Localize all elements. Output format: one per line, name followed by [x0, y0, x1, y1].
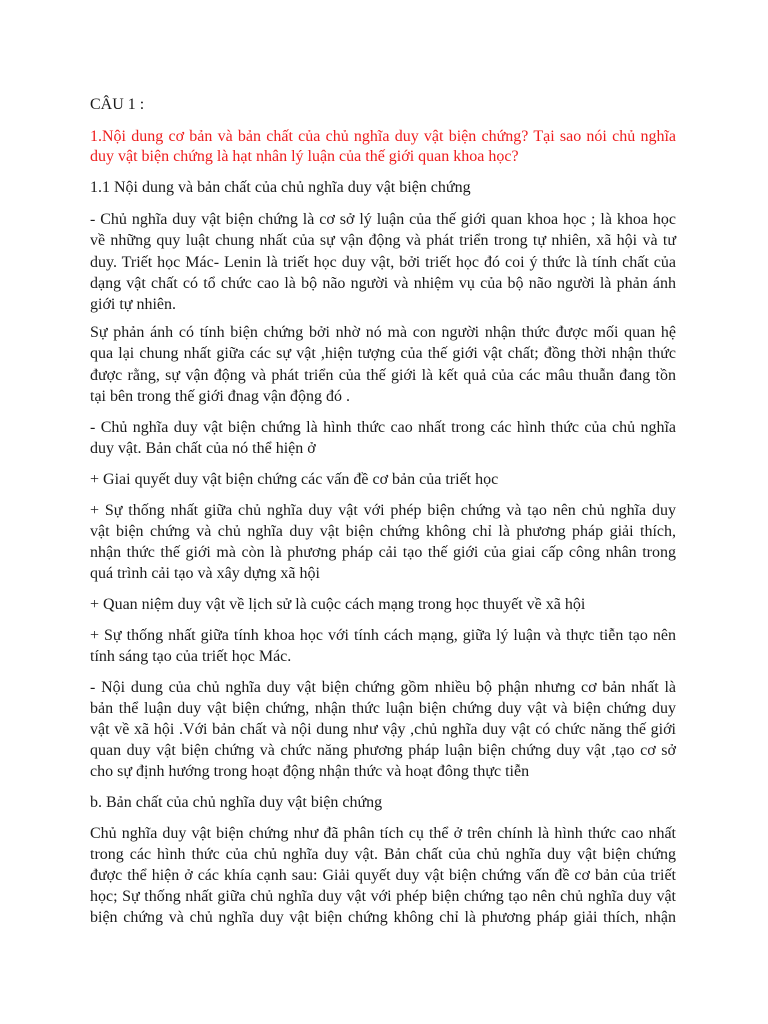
bullet-item-line: + Sự thống nhất giữa chủ nghĩa duy vật với phép biện chứng và tạo nên chủ nghĩa duy: [90, 502, 676, 519]
paragraph-line: về những quy luật chung nhất của sự vận động và phát triển trong tự nhiên, xã hội và tư: [90, 232, 676, 249]
paragraph-line: vật về xã hội .Với bản chất và nội dung như vậy ,chủ nghĩa duy vật có chức năng thế giới: [90, 721, 676, 738]
paragraph-line: trong các hình thức của chủ nghĩa duy vật. Bản chất của chủ nghĩa duy vật biện chứng: [90, 846, 676, 863]
bullet-item: + Quan niệm duy vật về lịch sử là cuộc cách mạng trong học thuyết về xã hội: [90, 596, 586, 613]
paragraph-line: được thể hiện ở các khía cạnh sau: Giải quyết duy vật biện chứng vấn đề cơ bản của triết: [90, 867, 676, 884]
bullet-item-line: tính sáng tạo của triết học Mác.: [90, 648, 292, 665]
paragraph-line: Sự phản ánh có tính biện chứng bởi nhờ nó mà con người nhận thức được mối quan hệ: [90, 324, 676, 341]
bullet-item-line: quá trình cải tạo và xây dựng xã hội: [90, 565, 320, 582]
section-heading: b. Bản chất của chủ nghĩa duy vật biện chứng: [90, 794, 383, 811]
question-line: duy vật biện chứng là hạt nhân lý luận của thế giới quan khoa học?: [90, 148, 519, 165]
paragraph-line: giới tự nhiên.: [90, 296, 177, 313]
paragraph-line: duy. Triết học Mác- Lenin là triết học duy vật, bởi triết học đó coi ý thức là tính chất của: [90, 254, 676, 271]
paragraph-line: học; Sự thống nhất giữa chủ nghĩa duy vật với phép biện chứng tạo nên chủ nghĩa duy vật: [90, 888, 676, 905]
paragraph-line: bản thể luận duy vật biện chứng, nhận thức luận biện chứng duy vật và biện chứng duy: [90, 700, 676, 717]
paragraph-line: - Chủ nghĩa duy vật biện chứng là hình thức cao nhất trong các hình thức của chủ nghĩa: [90, 419, 676, 436]
paragraph-line: quan duy vật biện chứng và chức năng phương pháp luận biện chứng duy vật ,tạo cơ sở: [90, 742, 676, 759]
paragraph-line: tại bên trong thế giới đnag vận động đó .: [90, 388, 350, 405]
paragraph-line: - Chủ nghĩa duy vật biện chứng là cơ sở lý luận của thế giới quan khoa học ; là khoa học: [90, 211, 676, 228]
bullet-item: + Giai quyết duy vật biện chứng các vấn đề cơ bản của triết học: [90, 471, 499, 488]
section-heading: 1.1 Nội dung và bản chất của chủ nghĩa duy vật biện chứng: [90, 179, 471, 196]
paragraph-line: biện chứng và chủ nghĩa duy vật biện chứng không chỉ là phương pháp giải thích, nhận: [90, 909, 676, 926]
paragraph-line: Chủ nghĩa duy vật biện chứng như đã phân tích cụ thể ở trên chính là hình thức cao nhất: [90, 825, 676, 842]
paragraph-line: - Nội dung của chủ nghĩa duy vật biện chứng gồm nhiều bộ phận nhưng cơ bản nhất là: [90, 679, 676, 696]
paragraph-line: được rằng, sự vận động và phát triển của thế giới là kết quả của các mâu thuẫn đang tồn: [90, 367, 676, 384]
bullet-item-line: + Sự thống nhất giữa tính khoa học với tính cách mạng, giữa lý luận và thực tiễn tạo nên: [90, 627, 676, 644]
heading: CÂU 1 :: [90, 96, 145, 113]
paragraph-line: duy vật. Bản chất của nó thể hiện ở: [90, 440, 316, 457]
bullet-item-line: nhận thức thế giới mà còn là phương pháp cải tạo thế giới của giai cấp công nhân trong: [90, 544, 676, 561]
paragraph-line: cho sự định hướng trong hoạt động nhận thức và hoạt đông thực tiễn: [90, 763, 530, 780]
question-line: 1.Nội dung cơ bản và bản chất của chủ nghĩa duy vật biện chứng? Tại sao nói chủ nghĩa: [90, 128, 676, 145]
paragraph-line: dạng vật chất có tổ chức cao là bộ não người và nhiệm vụ của bộ não người là phản ánh: [90, 275, 676, 292]
paragraph-line: qua lại chung nhất giữa các sự vật ,hiện tượng của thế giới vật chất; đồng thời nhận thức: [90, 345, 676, 362]
bullet-item-line: vật biện chứng và chủ nghĩa duy vật biện chứng không chỉ là phương pháp giải thích,: [90, 523, 676, 540]
